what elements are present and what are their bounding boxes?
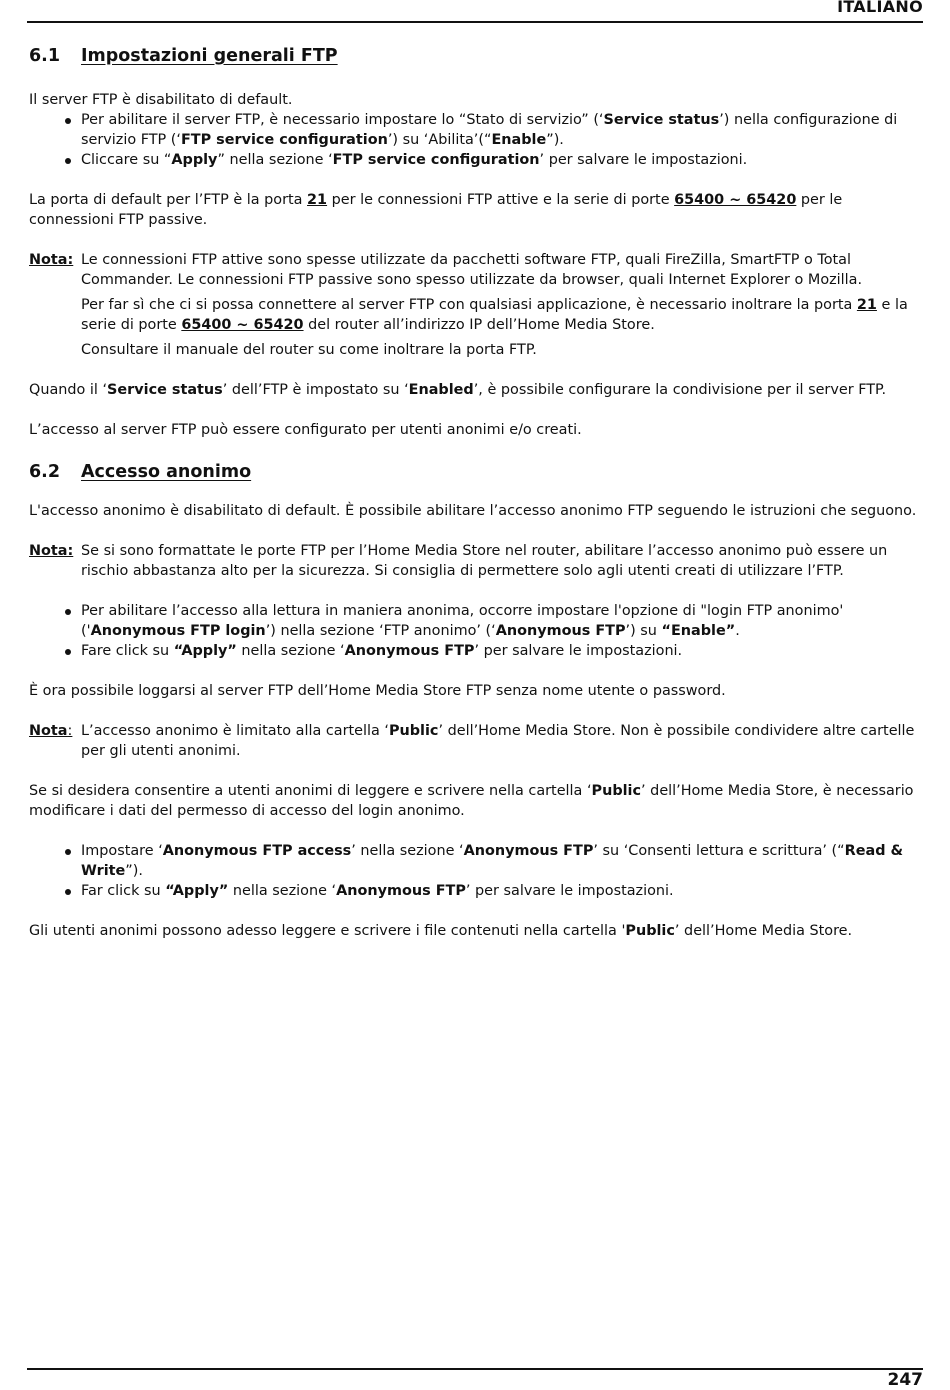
note-label: Nota:: [29, 543, 74, 559]
list-item: Cliccare su “Apply” nella sezione ‘FTP service configuration’ per salvare le impostazioni.: [29, 150, 924, 170]
note-ftp-connections: [29, 250, 924, 360]
note-label: Nota:: [29, 723, 73, 739]
default-ports-paragraph: La porta di default per l’FTP è la porta 21 per le connessioni FTP attive e la serie di porte 65400 ~ 65420 per le connessioni FTP passive.: [29, 192, 843, 228]
section-title: Impostazioni generali FTP: [81, 46, 338, 66]
list-item: Fare click su “Apply” nella sezione ‘Anonymous FTP’ per salvare le impostazioni.: [29, 641, 924, 661]
closing-paragraph: Gli utenti anonimi possono adesso leggere e scrivere i file contenuti nella cartella 'Public’ dell’Home Media Store.: [29, 923, 853, 939]
page-content: [29, 44, 924, 941]
anonymous-intro-paragraph: L'accesso anonimo è disabilitato di default. È possibile abilitare l’accesso anonimo FTP seguendo le istruzioni che seguono.: [29, 503, 917, 519]
note-label: Nota:: [29, 252, 74, 268]
header-divider: [27, 21, 923, 23]
active-port-value: 21: [307, 192, 328, 208]
read-write-paragraph: Se si desidera consentire a utenti anonimi di leggere e scrivere nella cartella ‘Public’ dell’Home Media Store, è necessario modificare i dati del permesso di accesso del login anonimo.: [29, 783, 914, 819]
ftp-enable-steps: [29, 110, 924, 170]
login-info-paragraph: È ora possibile loggarsi al server FTP dell’Home Media Store FTP senza nome utente o password.: [29, 683, 726, 699]
service-status-paragraph: Quando il ‘Service status’ dell’FTP è impostato su ‘Enabled’, è possibile configurare la condivisione per il server FTP.: [29, 382, 887, 398]
note-public-folder: [29, 721, 924, 761]
note-security-risk: [29, 541, 924, 581]
anonymous-enable-steps: [29, 601, 924, 661]
list-item: Far click su “Apply” nella sezione ‘Anonymous FTP’ per salvare le impostazioni.: [29, 881, 924, 901]
section-number: 6.1: [29, 46, 61, 66]
section-title: Accesso anonimo: [81, 462, 252, 482]
list-item: Per abilitare il server FTP, è necessario impostare lo “Stato di servizio” (‘Service status’) nella configurazione di servizio FTP (‘FTP service configuration’) su ‘Abilita’(“Enable”).: [29, 110, 924, 150]
note-body: Se si sono formattate le porte FTP per l’Home Media Store nel router, abilitare l’accesso anonimo può essere un rischio abbastanza alto per la sicurezza. Si consiglia di permettere solo agli utenti creati di utilizzare l’FTP.: [81, 543, 888, 579]
access-paragraph: L’accesso al server FTP può essere configurato per utenti anonimi e/o creati.: [29, 422, 582, 438]
list-item: Per abilitare l’accesso alla lettura in maniera anonima, occorre impostare l'opzione di "login FTP anonimo' ('Anonymous FTP login’) nella sezione ‘FTP anonimo’ (‘Anonymous FTP’) su “Enable”.: [29, 601, 924, 641]
section-heading-6-1: [29, 44, 924, 68]
ftp-intro-paragraph: Il server FTP è disabilitato di default.: [29, 92, 293, 108]
footer-divider: [27, 1368, 923, 1370]
passive-port-range: 65400 ~ 65420: [674, 192, 797, 208]
section-heading-6-2: [29, 460, 924, 484]
note-body: Le connessioni FTP attive sono spesse utilizzate da pacchetti software FTP, quali FireZilla, SmartFTP o Total Commander. Le connessioni FTP passive sono spesso utilizzate da browser, quali Internet Explorer o Mozilla. Per far sì che ci si possa connettere al server FTP con qualsiasi applicazione, è necessario inoltrare la porta 21 e la serie di porte 65400 ~ 65420 del router all’indirizzo IP dell’Home Media Store. Consultare il manuale del router su come inoltrare la porta FTP.: [81, 252, 908, 358]
list-item: Impostare ‘Anonymous FTP access’ nella sezione ‘Anonymous FTP’ su ‘Consenti lettura e scrittura’ (“Read & Write”).: [29, 841, 924, 881]
page-number: 247: [887, 1370, 923, 1390]
read-write-steps: [29, 841, 924, 901]
note-body: L’accesso anonimo è limitato alla cartella ‘Public’ dell’Home Media Store. Non è possibile condividere altre cartelle per gli utenti anonimi.: [81, 723, 915, 759]
header-language-label: ITALIANO: [837, 0, 923, 16]
section-number: 6.2: [29, 462, 61, 482]
